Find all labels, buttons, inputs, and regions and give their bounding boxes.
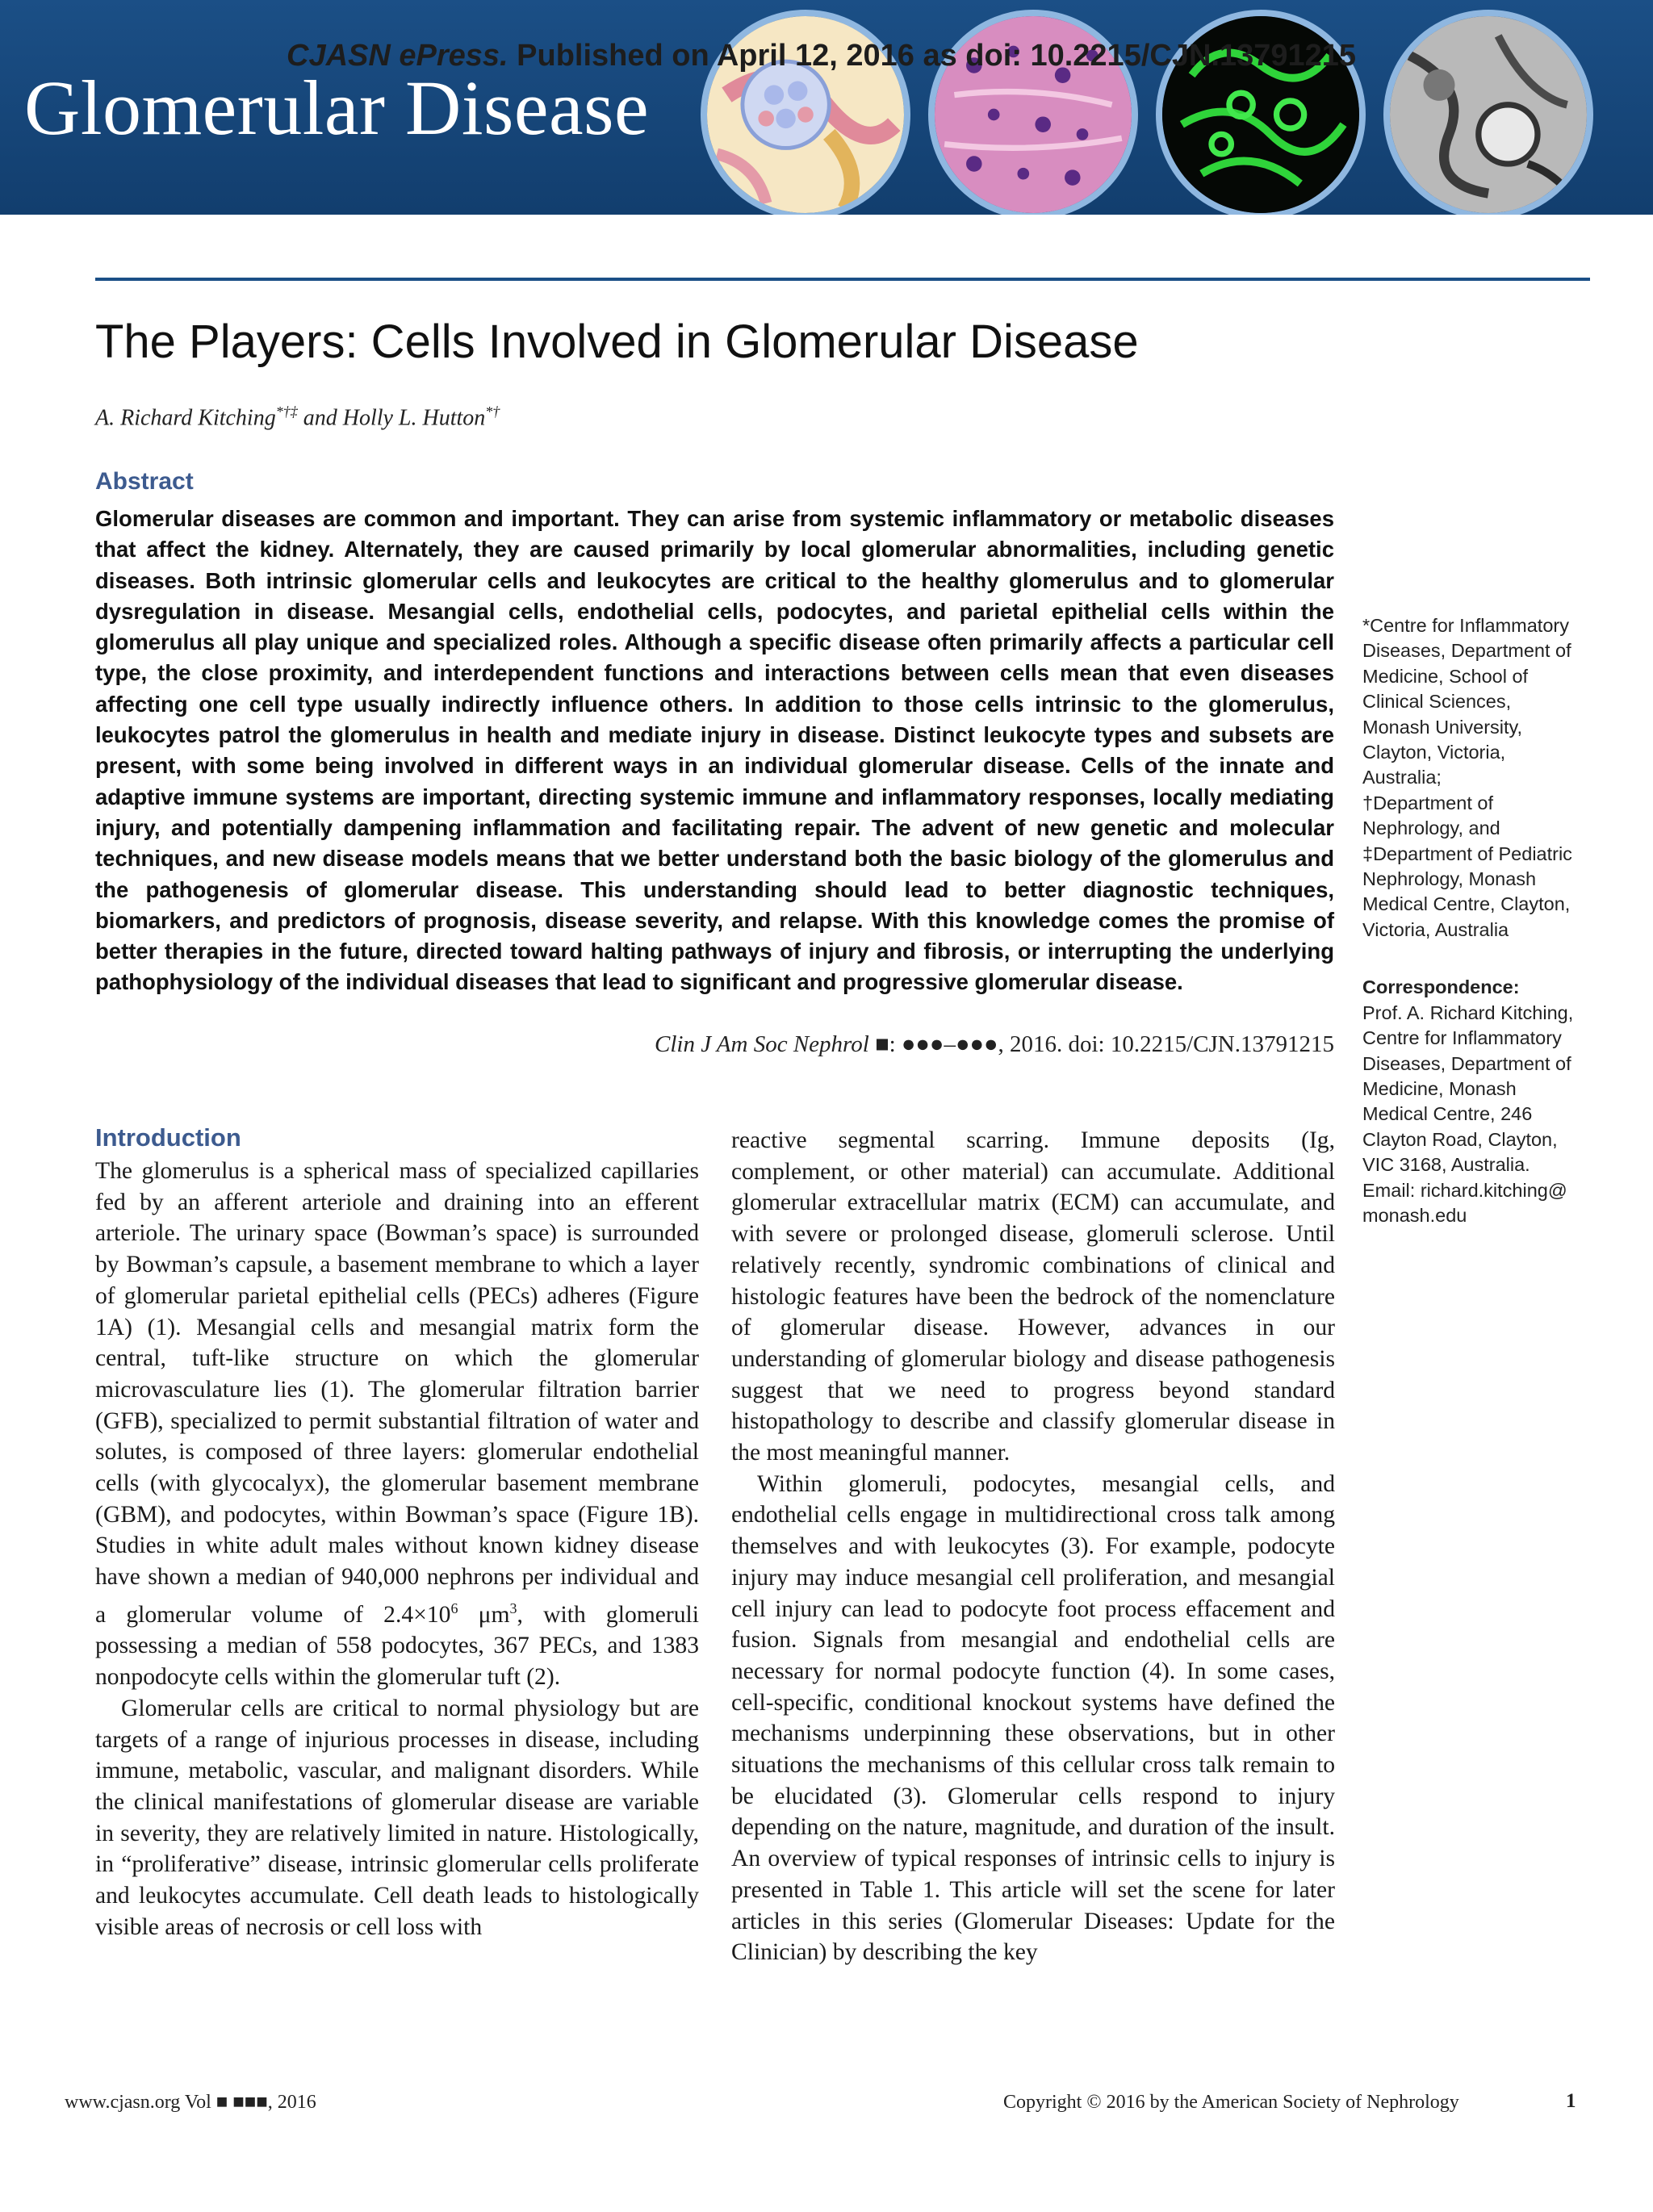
correspondence-heading: Correspondence:: [1362, 976, 1520, 998]
affiliation-2: †Department of Nephrology, and: [1362, 792, 1500, 839]
body-column-right: [731, 1125, 1335, 1968]
journal-banner: [0, 0, 1653, 215]
abstract-text: Glomerular diseases are common and important. They can arise from systemic inflammatory or metabolic diseases that affect the kidney. Alternately, they are caused primarily by local glomerular abnormalities, including genetic diseases. Both intrinsic glomerular cells and leukocytes are critical to the healthy glomerulus and to glomerular dysregulation in disease. Mesangial cells, endothelial cells, podocytes, and parietal epithelial cells within the glomerulus all play unique and specialized roles. Although a specific disease often primarily affects a particular cell type, the close proximity, and interdependent functions and interactions between cells mean that even diseases affecting one cell type usually indirectly influence others. In addition to those cells intrinsic to the glomerulus, leukocytes patrol the glomerulus in health and mediate injury in disease. Distinct leukocyte types and subsets are present, with some being involved in different ways in an individual glomerular disease. Cells of the innate and adaptive immune systems are important, directing systemic immune and inflammatory responses, locally mediating injury, and potentially dampening inflammation and facilitating repair. The advent of new genetic and molecular techniques, and new disease models means that we better understand both the basic biology of the glomerulus and the pathogenesis of glomerular disease. This understanding should lead to better diagnostic techniques, biomarkers, and predictors of prognosis, disease severity, and relapse. With this knowledge comes the promise of better therapies in the future, directed toward halting pathways of injury and fibrosis, or interrupting the underlying pathophysiology of the individual diseases that lead to significant and progressive glomerular disease.: [95, 506, 1334, 995]
correspondence-text: Prof. A. Richard Kitching, Centre for Inflammatory Diseases, Department of Medicine, Monash Medical Centre, 246 Clayton Road, Clayton, VIC 3168, Australia. Email: richard.kitching@ monash.edu: [1362, 1001, 1574, 1226]
electron-micrograph-image: [1383, 10, 1593, 215]
footer-journal-info: www.cjasn.org Vol ■ ■■■, 2016: [65, 2092, 316, 2113]
section-title: Glomerular Disease: [24, 65, 650, 151]
author-2: Holly L. Hutton: [342, 405, 486, 431]
abstract-heading: Abstract: [95, 468, 194, 495]
affiliation-1: *Centre for Inflammatory Diseases, Department of Medicine, School of Clinical Sciences, Monash University, Clayton, Victoria, Australia;: [1362, 615, 1571, 788]
body-column-left: [95, 1156, 699, 1942]
author-join: and: [297, 405, 343, 431]
epress-text: Published on April 12, 2016 as doi: 10.2215/CJN.13791215: [508, 39, 1357, 73]
intro-paragraph-3: reactive segmental scarring. Immune deposits (Ig, complement, or other material) can accumulate. Additional glomerular extracellular matrix (ECM) can accumulate, and with severe or prolonged disease, glomeruli sclerose. Until relatively recently, syndromic combinations of clinical and histologic features have been the bedrock of the nomenclature of glomerular disease. However, advances in our understanding of glomerular biology and disease pathogenesis suggest that we need to progress beyond standard histopathology to describe and classify glomerular disease in the most meaningful manner.: [731, 1127, 1335, 1466]
introduction-heading: Introduction: [95, 1123, 241, 1152]
epress-prefix: CJASN ePress.: [287, 39, 508, 73]
citation-journal: Clin J Am Soc Nephrol: [655, 1031, 869, 1057]
epress-notice: [287, 39, 1356, 73]
article-title: The Players: Cells Involved in Glomerular Disease: [95, 316, 1139, 368]
footer-copyright: Copyright © 2016 by the American Society of Nephrology: [1003, 2092, 1459, 2113]
author-line: [95, 404, 500, 431]
author-1: A. Richard Kitching: [95, 405, 276, 431]
page-number: 1: [1566, 2090, 1576, 2112]
intro-paragraph-2: Glomerular cells are critical to normal physiology but are targets of a range of injurious processes in disease, including immune, metabolic, vascular, and malignant disorders. While the clinical manifestations of glomerular disease are variable in severity, they are relatively limited in nature. Histologically, in “proliferative” disease, intrinsic glomerular cells proliferate and leukocytes accumulate. Cell death leads to histologically visible areas of necrosis or cell loss with: [95, 1695, 699, 1940]
author-2-marks: *†: [485, 404, 500, 420]
affiliations-sidebar: [1362, 613, 1580, 1228]
affiliation-3: ‡Department of Pediatric Nephrology, Monash Medical Centre, Clayton, Victoria, Australia: [1362, 843, 1572, 940]
intro-paragraph-1: The glomerulus is a spherical mass of specialized capillaries fed by an afferent arteriole and draining into an efferent arteriole. The urinary space (Bowman’s space) is surrounded by Bowman’s capsule, a basement membrane to which a layer of glomerular parietal epithelial cells (PECs) adheres (Figure 1A) (1). Mesangial cells and mesangial matrix form the central, tuft-like structure on which the glomerular microvasculature lies (1). The glomerular filtration barrier (GFB), specialized to permit substantial filtration of water and solutes, is composed of three layers: glomerular endothelial cells (with glycocalyx), the glomerular basement membrane (GBM), and podocytes, within Bowman’s space (Figure 1B). Studies in white adult males without known kidney disease have shown a median of 940,000 nephrons per individual and a glomerular volume of $2.4\times 10^6$ $\mu m^3$, with glomeruli possessing a median of 558 podocytes, 367 PECs, and 1383 nonpodocyte cells within the glomerular tuft (2).: [95, 1158, 699, 1691]
header-rule: [95, 278, 1590, 281]
citation-line: [655, 1031, 1334, 1058]
author-1-marks: *†‡: [275, 404, 298, 420]
citation-details: ■: ●●●–●●●, 2016. doi: 10.2215/CJN.13791215: [868, 1031, 1334, 1057]
intro-paragraph-4: Within glomeruli, podocytes, mesangial cells, and endothelial cells engage in multidirectional cross talk among themselves and with leukocytes (3). For example, podocyte injury may induce mesangial cell proliferation, and mesangial cell injury can lead to podocyte foot process effacement and fusion. Signals from mesangial and endothelial cells are necessary for normal podocyte function (4). In some cases, cell-specific, conditional knockout systems have defined the mechanisms underpinning these observations, but in other situations the mechanisms of this cellular cross talk remain to be elucidated (3). Glomerular cells respond to injury depending on the nature, magnitude, and duration of the insult. An overview of typical responses of intrinsic cells to injury is presented in Table 1. This article will set the scene for later articles in this series (Glomerular Diseases: Update for the Clinician) by describing the key: [731, 1470, 1335, 1966]
